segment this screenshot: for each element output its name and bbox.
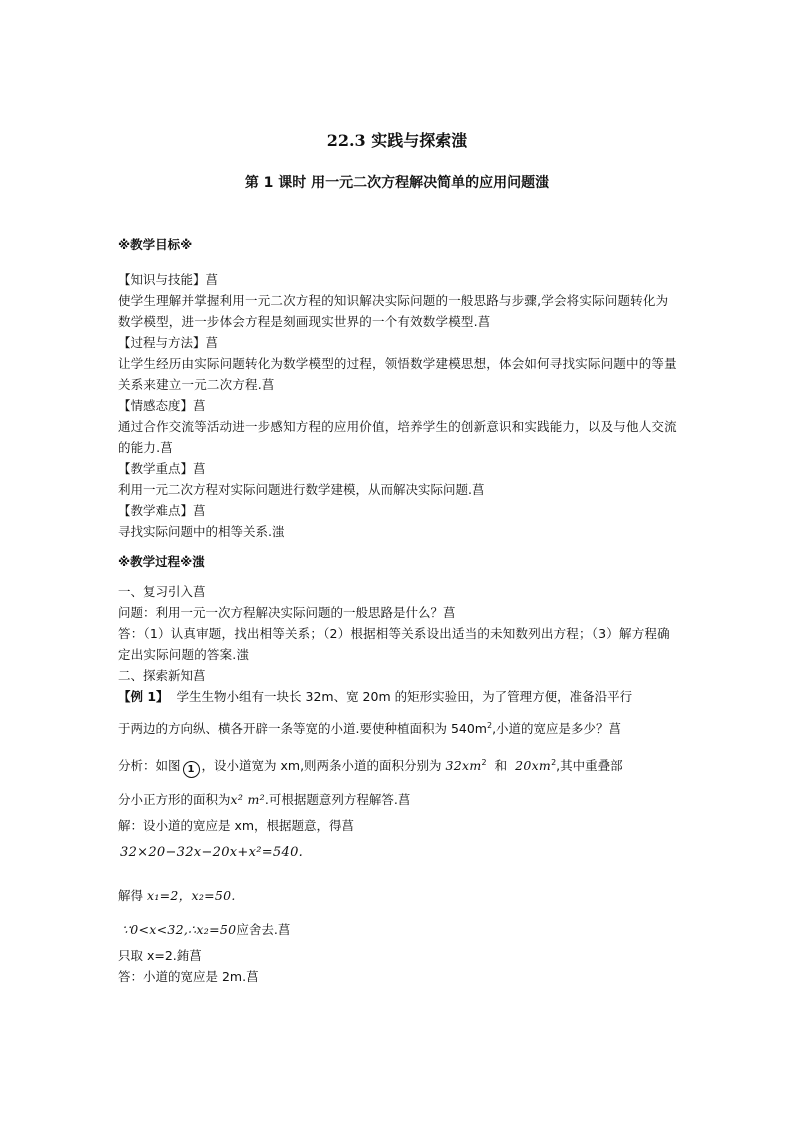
area-expression-3: x² m²: [230, 792, 265, 808]
analysis-line-1: 分析：如图 1 ，设小道宽为 xm,则两条小道的面积分别为 $32xm^2$ 和 $20xm^2$,其中重叠部: [118, 748, 678, 781]
area-expression-1: 32xm: [445, 758, 482, 774]
example-label: 【例 1】: [118, 689, 169, 704]
figure-number-badge: 1: [183, 761, 200, 778]
process-text: 让学生经历由实际问题转化为数学模型的过程，领悟数学建模思想，体会如何寻找实际问题中的等量关系来建立一元二次方程.菖: [118, 356, 677, 392]
difficulty-text: 寻找实际问题中的相等关系.滍: [118, 524, 285, 539]
key-label: 【教学重点】菖: [118, 461, 206, 476]
review-heading: 一、复习引入菖: [118, 584, 206, 599]
reject-line: ∵0<x<32,∴x₂=50应舍去.菖: [121, 922, 291, 938]
goals-heading: ※教学目标※: [118, 237, 193, 252]
review-question: 问题：利用一元一次方程解决实际问题的一般思路是什么？菖: [118, 605, 456, 620]
key-text: 利用一元二次方程对实际问题进行数学建模，从而解决实际问题.菖: [118, 482, 485, 497]
reject-expression: ∵0<x<32,∴x₂=50: [121, 922, 237, 938]
area-expression-2: 20xm: [515, 758, 552, 774]
equation-line: 32×20−32x−20x+x²=540.: [120, 845, 304, 861]
knowledge-text: 使学生理解并掌握利用一元二次方程的知识解决实际问题的一般思路与步骤,学会将实际问题转化为数学模型，进一步体会方程是刻画现实世界的一个有效数学模型.菖: [118, 293, 669, 329]
only-take-line: 只取 x=2.銪菖: [118, 948, 202, 964]
page-title: 22.3 实践与探索滍: [326, 131, 468, 150]
analysis-line-2: 分小正方形的面积为x² m².可根据题意列方程解答.菖: [118, 792, 411, 808]
example-line-2: 于两边的方向纵、横各开辟一条等宽的小道.要使种植面积为 $540m^2$,小道的宽应是多少？菖: [118, 721, 622, 737]
document-body: [118, 234, 678, 987]
emotion-label: 【情感态度】菖: [118, 398, 206, 413]
example-text-1: 学生生物小组有一块长 32m、宽 20m 的矩形实验田，为了管理方便，准备沿平行: [176, 689, 633, 704]
superscript: 2: [486, 721, 493, 730]
process-heading: ※教学过程※滍: [118, 554, 205, 569]
solution-intro: 解：设小道的宽应是 xm，根据题意，得菖: [118, 818, 355, 834]
difficulty-label: 【教学难点】菖: [118, 503, 206, 518]
explore-heading: 二、探索新知菖: [118, 668, 206, 683]
example-line-1: [118, 686, 678, 707]
knowledge-label: 【知识与技能】菖: [118, 272, 219, 287]
roots-line: 解得 x₁=2，x₂=50.: [118, 888, 236, 904]
review-answer: 答：（1）认真审题，找出相等关系；（2）根据相等关系设出适当的未知数列出方程；（3）解方程确定出实际问题的答案.滍: [118, 626, 670, 662]
lesson-subtitle: 第 1 课时 用一元二次方程解决简单的应用问题滍: [244, 175, 550, 191]
final-answer-line: 答：小道的宽应是 2m.菖: [118, 969, 259, 985]
emotion-text: 通过合作交流等活动进一步感知方程的应用价值，培养学生的创新意识和实践能力，以及与他人交流的能力.菖: [118, 419, 677, 455]
process-label: 【过程与方法】菖: [118, 335, 219, 350]
roots-expression: x₁=2，x₂=50.: [147, 888, 236, 904]
